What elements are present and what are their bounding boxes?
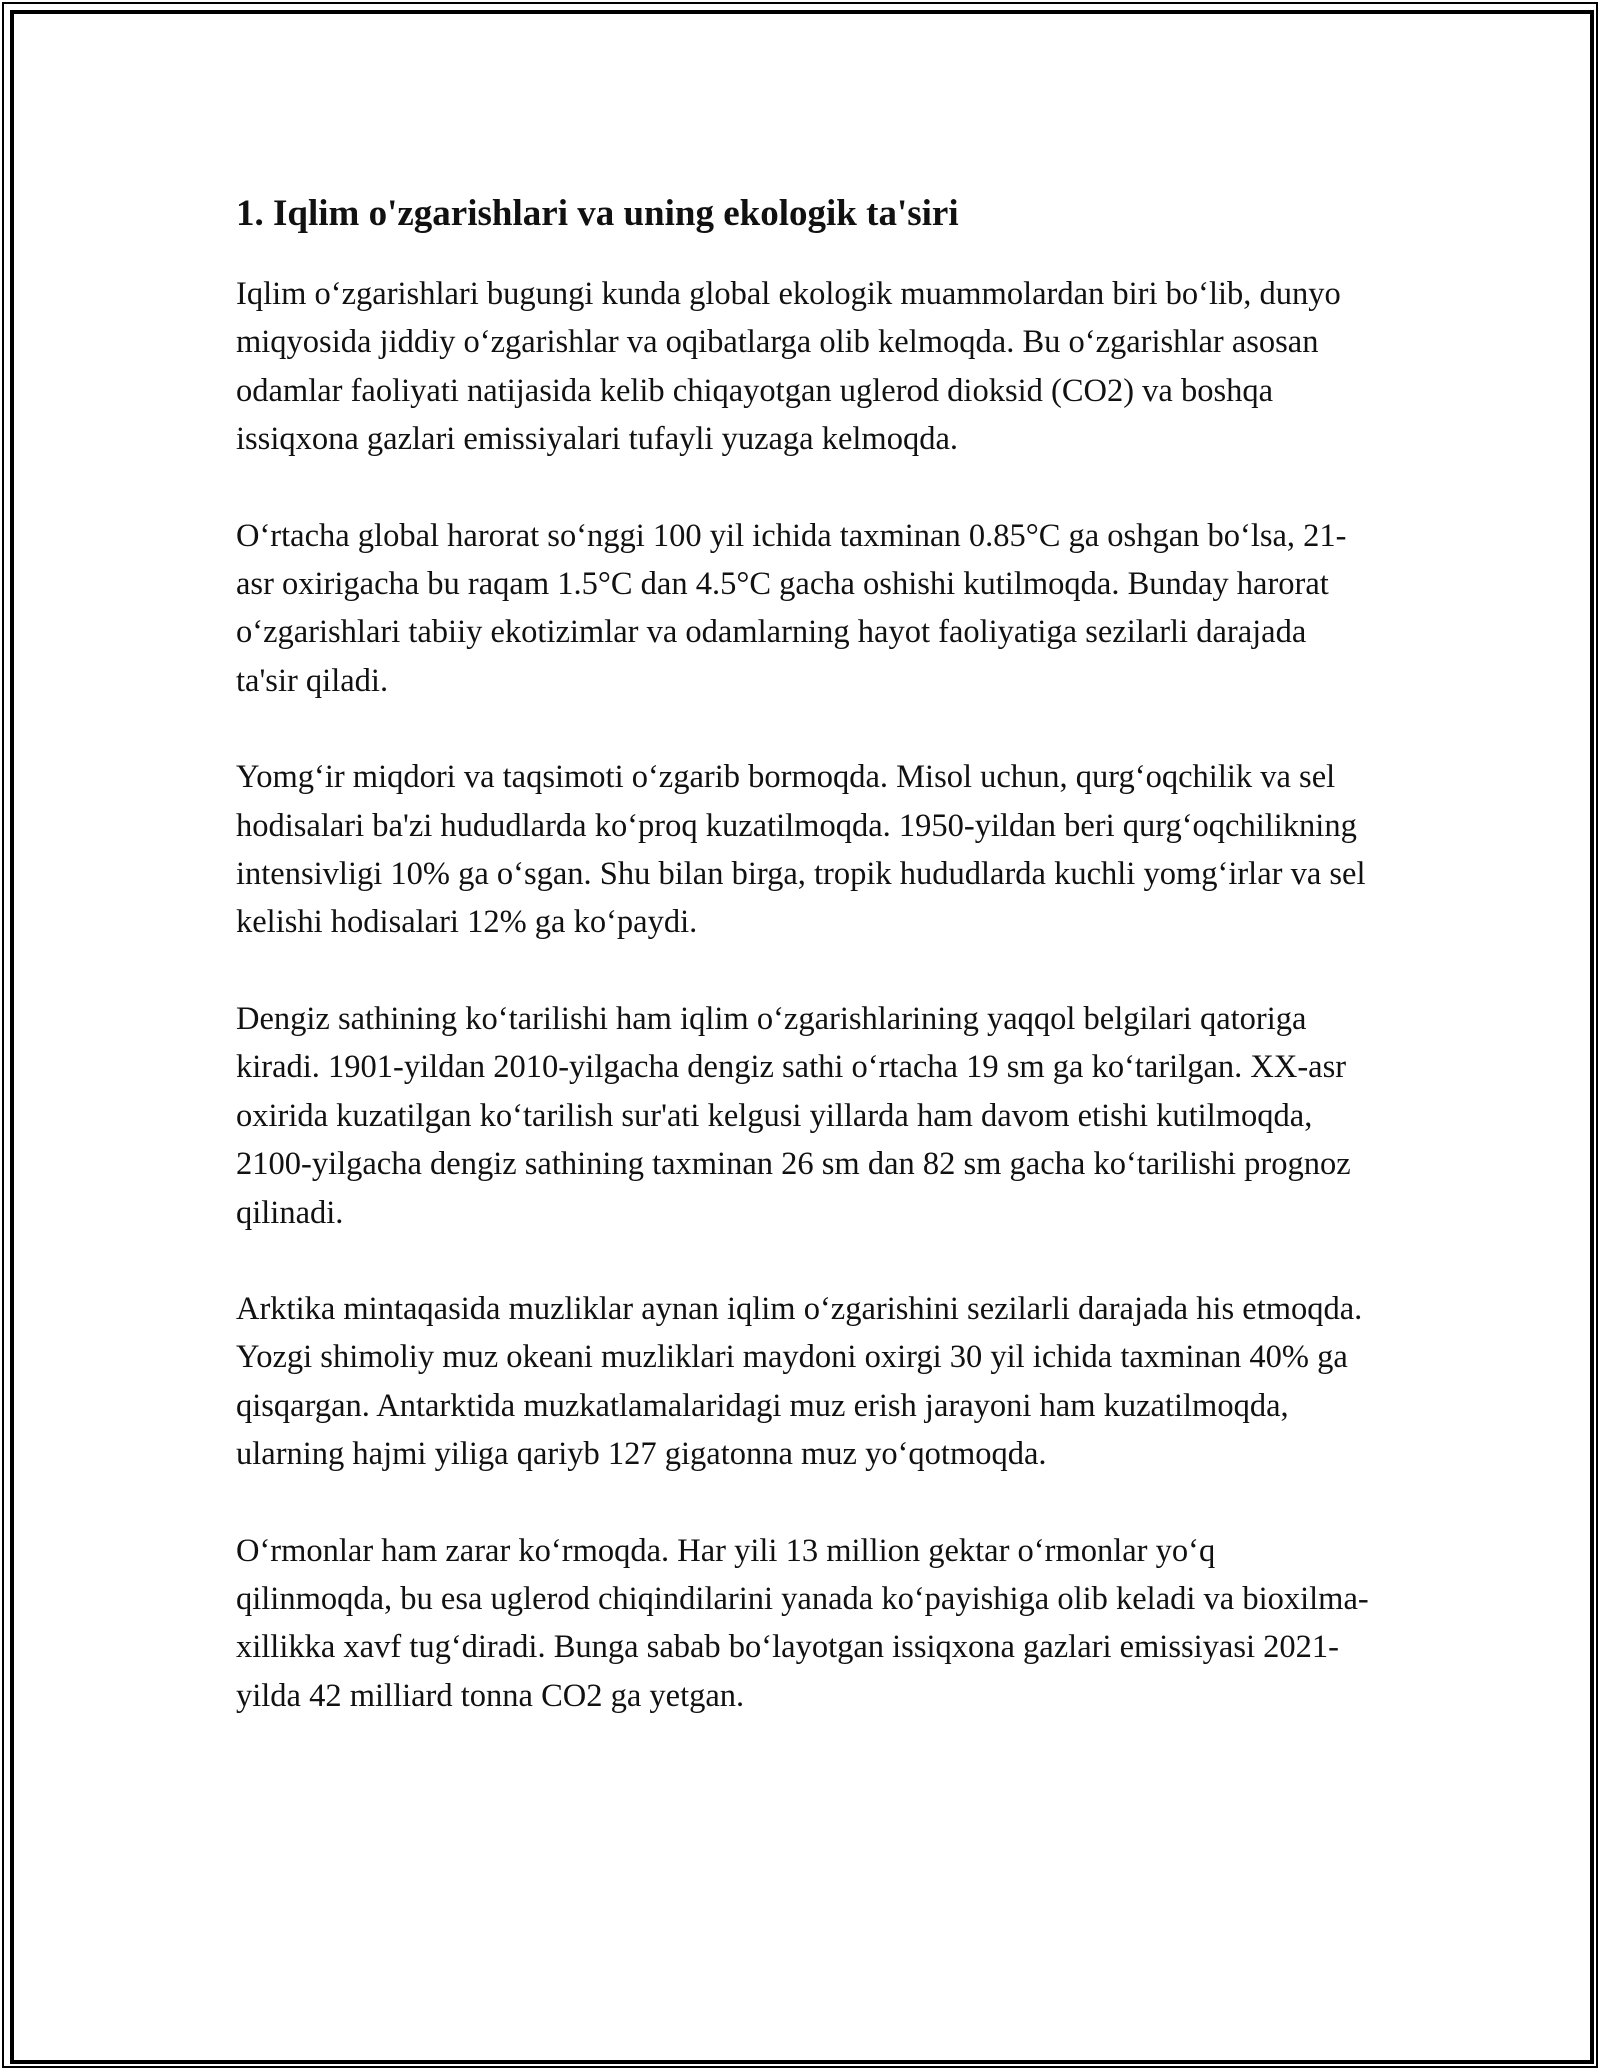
paragraph-arctic: Arktika mintaqasida muzliklar aynan iqlim o‘zgarishini sezilarli darajada his etmoqda. Yozgi shimoliy muz okeani muzliklari maydoni oxirgi 30 yil ichida taxminan 40% ga qisqargan. Antarktida muzkatlamalaridagi muz erish jarayoni ham kuzatilmoqda, ularning hajmi yiliga qariyb 127 gigatonna muz yo‘qotmoqda. — [236, 1290, 1363, 1473]
section-heading: 1. Iqlim o'zgarishlari va uning ekologik ta'siri — [236, 193, 959, 234]
document-body — [236, 186, 1376, 1768]
paragraph-sea-level: Dengiz sathining ko‘tarilishi ham iqlim o‘zgarishlarining yaqqol belgilari qatoriga kiradi. 1901-yildan 2010-yilgacha dengiz sathi o‘rtacha 19 sm ga ko‘tarilgan. XX-asr oxirida kuzatilgan ko‘tarilish sur'ati kelgusi yillarda ham davom etishi kutilmoqda, 2100-yilgacha dengiz sathining taxminan 26 sm dan 82 sm gacha ko‘tarilishi prognoz qilinadi. — [236, 1000, 1351, 1231]
paragraph-intro: Iqlim o‘zgarishlari bugungi kunda global ekologik muammolardan biri bo‘lib, dunyo miqyosida jiddiy o‘zgarishlar va oqibatlarga olib kelmoqda. Bu o‘zgarishlar asosan odamlar faoliyati natijasida kelib chiqayotgan uglerod dioksid (CO2) va boshqa issiqxona gazlari emissiyalari tufayli yuzaga kelmoqda. — [236, 276, 1341, 458]
paragraph-forests: O‘rmonlar ham zarar ko‘rmoqda. Har yili 13 million gektar o‘rmonlar yo‘q qilinmoqda, bu esa uglerod chiqindilarini yanada ko‘payishiga olib keladi va bioxilma-xillikka xavf tug‘diradi. Bunga sabab bo‘layotgan issiqxona gazlari emissiyasi 2021-yilda 42 milliard tonna CO2 ga yetgan. — [236, 1532, 1369, 1714]
paragraph-temperature: O‘rtacha global harorat so‘nggi 100 yil ichida taxminan 0.85°C ga oshgan bo‘lsa, 21-asr oxirigacha bu raqam 1.5°C dan 4.5°C gacha oshishi kutilmoqda. Bunday harorat o‘zgarishlari tabiiy ekotizimlar va odamlarning hayot faoliyatiga sezilarli darajada ta'sir qiladi. — [236, 517, 1347, 699]
paragraph-rainfall: Yomg‘ir miqdori va taqsimoti o‘zgarib bormoqda. Misol uchun, qurg‘oqchilik va sel hodisalari ba'zi hududlarda ko‘proq kuzatilmoqda. 1950-yildan beri qurg‘oqchilikning intensivligi 10% ga o‘sgan. Shu bilan birga, tropik hududlarda kuchli yomg‘irlar va sel kelishi hodisalari 12% ga ko‘paydi. — [236, 759, 1366, 941]
